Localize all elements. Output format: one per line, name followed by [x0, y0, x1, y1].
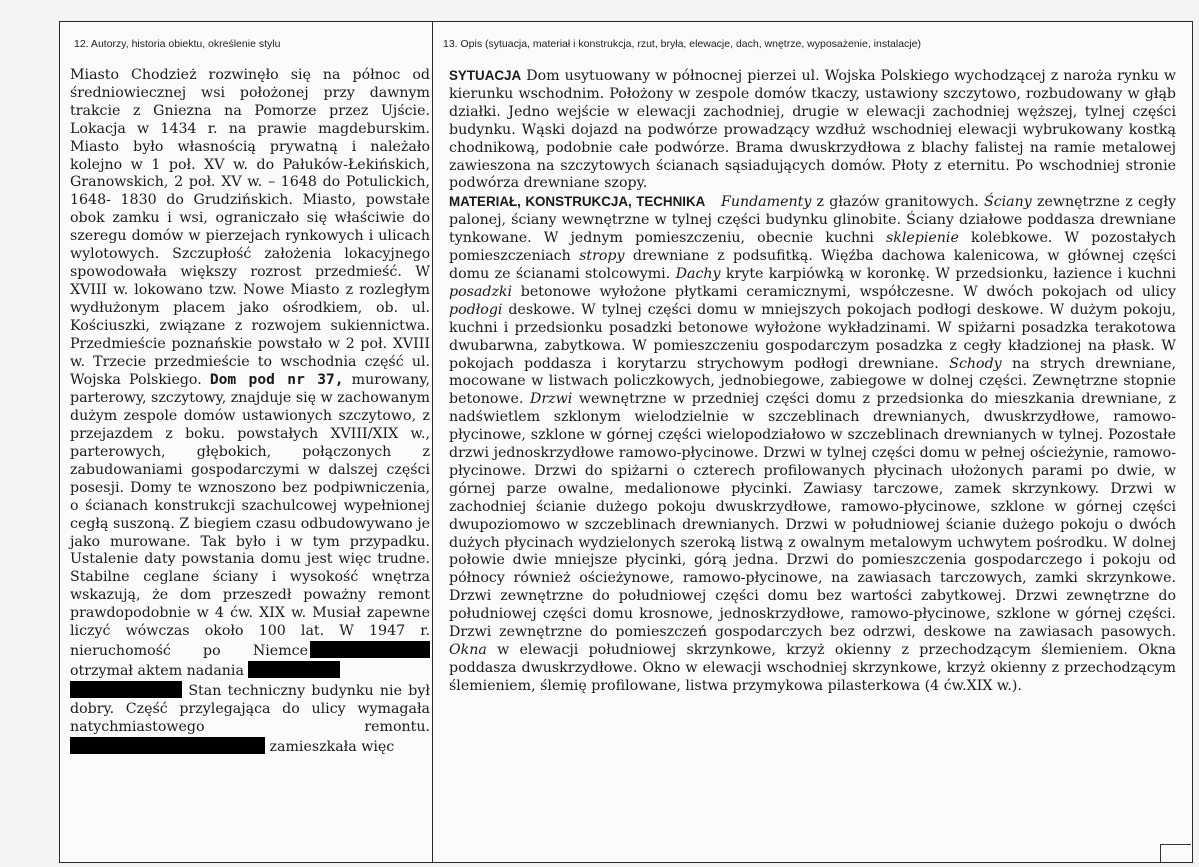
term-sklepienie: sklepienie: [885, 230, 959, 247]
redaction-block: [366, 641, 430, 658]
page-corner-mark: [1160, 844, 1191, 863]
term-drzwi: Drzwi: [529, 391, 573, 408]
material-text: wewnętrzne w przedniej części domu z przedsionka do mieszkania drewniane, z nadświetlem szklonym wielodzielnie w szczeblinach drewnianych, dwuskrzydłowe, ramowo-płycinowe, szklone w górnej części wielopodziałowo w szczeblinach drewnianych w tylnej. Pozostałe drzwi jednoskrzydłowe ramowo-płycinowe. Drzwi w tylnej części domu w pełnej ościeżynie, ramowo-płycinowe. Drzwi do spiżarni o czterech profilowanych płycinach ułożonych parami po dwie, w górnej parze owalne, medalionowe płycinki. Zawiasy tarczowe, zamek skrzynkowy. Drzwi w zachodniej ścianie dużego pokoju dwuskrzydłowe, ramowo-płycinowe, szklone w górnej części dwupoziomowo w szczeblinach drewnianych. Drzwi w południowej ścianie dużego pokoju o dwóch dużych płycinach wydzielonych szeroką listwą z owalnym metalowym uchwytem pośrodku. W dolnej połowie dwie mniejsze płycinki, górą jedna. Drzwi do pomieszczenia gospodarczego i pokoju od północy również ościeżynowe, ramowo-płycinowe, na zawiasach tarczowych, zamki skrzynkowe. Drzwi zewnętrzne do południowej części domu bez wartości zabytkowej. Drzwi zewnętrzne do południowej części domu krosnowe, jednoskrzydłowe, ramowo-płycinowe, szklone w górnej części. Drzwi zewnętrzne do pomieszczeń gospodarczych bez odrzwi, deskowe na zawiasach pasowych.: [449, 391, 1176, 641]
history-part-5: zamieszkała więc: [269, 738, 395, 755]
material-text: z głazów granitowych.: [811, 194, 984, 211]
history-part-1: Miasto Chodzież rozwinęło się na północ od średniowiecznej wsi położonej przy dawnym trakcie z Gniezna na Pomorze przez Ujście. Lokacja w 1434 r. na prawie magdeburskim. Miasto było własnością prywatną i należało kolejno w 1 poł. XV w. do Pałuków-Łekińskich, Granowskich, 2 poł. XV w. – 1648 do Potulickich, 1648- 1830 do Grudzińskich. Miasto, powstałe obok zamku i wsi, ograniczało się właściwie do szeregu domów w pierzejach rynkowych i ulicach wylotowych. Szczupłość założenia lokacyjnego spowodowała większy rozrost przedmieść. W XVIII w. lokowano tzw. Nowe Miasto z rozległym wydłużonym placem jako ośrodkiem, ob. ul. Kościuszki, związane z rozwojem sukiennictwa. Przedmieście poznańskie powstało w 2 poł. XVIII w. Trzecie przedmieście to wschodnia część ul. Wojska Polskiego.: [70, 67, 430, 389]
material-text: kryte karpiówką w koronkę. W przedsionku, łazience i kuchni: [720, 265, 1176, 282]
redaction-block: [248, 661, 340, 678]
situation-heading: SYTUACJA: [449, 68, 522, 83]
situation-text: Dom usytuowany w północnej pierzei ul. Wojska Polskiego wychodzącej z naroża rynku w kierunku wschodnim. Położony w zespole domów tkaczy, ustawiony szczytowo, rozbudowany w głąb działki. Jedno wejście w elewacji zachodniej, drugie w elewacji zachodniej węższej, tylnej części budynku. Wąski dojazd na podwórze prowadzący wzdłuż wschodniej elewacji wybrukowany kostką chodnikową, podobnie całe podwórze. Brama dwuskrzydłowa z blachy falistej na ramie metalowej zawieszona na szczytowych ścianach sąsiadujących domów. Płoty z eternitu. Po wschodniej stronie podwórza drewniane szopy.: [449, 68, 1176, 192]
section-13-header: 13. Opis (sytuacja, materiał i konstrukcja, rzut, bryła, elewacje, dach, wnętrze, wyposażenie, instalacje): [443, 38, 921, 50]
redaction-block: [70, 681, 182, 698]
history-part-2: murowany, parterowy, szczytowy, znajduje się w zachowanym dużym zespole domów ustawionych szczytowo, z przejazdem z boku. powstałych XVIII/XIX w., parterowych, głębokich, połączonych z zabudowaniami gospodarczymi w dalszej części posesji. Domy te wznoszono bez podpiwniczenia, o ścianach konstrukcji szachulcowej wypełnionej cegłą suszoną. Z biegiem czasu odbudowywano je jako murowane. Tak było i w tym przypadku. Ustalenie daty powstania domu jest więc trudne. Stabilne ceglane ściany i wysokość wnętrza wskazują, że dom przeszedł poważny remont prawdopodobnie w 4 ćw. XIX w. Musiał zapewne liczyć wówczas około 100 lat. W 1947 r. nieruchomość po Niemce: [70, 372, 430, 659]
redaction-block: [310, 641, 366, 658]
term-schody: Schody: [949, 355, 1002, 372]
term-fundamenty: Fundamenty: [720, 194, 812, 211]
material-text: kolebkowe. W pozostałych pomieszczeniach: [449, 230, 1176, 265]
material-text: drewniane z podsufitką. Więźba dachowa kalenicowa, w głównej części domu ze ścianami stolcowymi.: [449, 248, 1176, 282]
redaction-block: [70, 737, 265, 754]
term-posadzki: posadzki: [449, 283, 513, 300]
term-stropy: stropy: [579, 248, 625, 265]
material-text: w elewacji południowej skrzynkowe, krzyż okienny z przechodzącym ślemieniem. Okna poddasza dwuskrzydłowe. Okno w elewacji wschodniej skrzynkowe, krzyż okienny z przechodzącym ślemieniem, ślemię profilowane, listwa przymykowa pilasterkowa (4 ćw.XIX w.).: [449, 642, 1176, 694]
house-number-bold: Dom pod nr 37,: [209, 371, 344, 389]
history-part-4: Stan techniczny budynku nie był dobry. Część przylegająca do ulicy wymagała natychmiastowego remontu.: [70, 682, 430, 735]
material-text: na strych drewniane, mocowane w listwach policzkowych, jednobiegowe, zabiegowe w dolnej części. Zewnętrzne stopnie betonowe.: [449, 355, 1176, 408]
term-podlogi: podłogi: [449, 301, 503, 318]
term-sciany: Ściany: [983, 194, 1032, 211]
section-12-header: 12. Autorzy, historia obiektu, określenie stylu: [74, 38, 281, 50]
term-okna: Okna: [449, 642, 487, 658]
history-column: [70, 67, 430, 756]
column-divider: [432, 21, 433, 863]
material-heading: MATERIAŁ, KONSTRUKCJA, TECHNIKA: [449, 194, 706, 210]
term-dachy: Dachy: [675, 265, 721, 282]
material-text: zewnętrzne z cegły palonej, ściany wewnętrzne w tylnej części budynku glinobite. Ściany działowe poddasza drewniane tynkowane. W jednym pomieszczeniu, obecnie kuchni: [449, 194, 1176, 247]
material-paragraph: [449, 193, 1176, 695]
situation-paragraph: [449, 67, 1176, 193]
material-text: betonowe wyłożone płytkami ceramicznymi, współczesne. W dwóch pokojach od ulicy: [512, 283, 1176, 300]
description-column: [449, 67, 1176, 696]
history-part-3: otrzymał aktem nadania: [70, 662, 244, 679]
material-text: deskowe. W tylnej części domu w mniejszych pokojach podłogi deskowe. W dużym pokoju, kuchni i przedsionku posadzki betonowe wyłożone wykładzinami. W spiżarni posadzka terakotowa dwubarwna, zabytkowa. W pomieszczeniu gospodarczym posadzka z cegły kładzionej na płask. W pokojach poddasza i korytarzu strychowym podłogi drewniane.: [449, 301, 1176, 372]
history-text: [70, 67, 430, 756]
